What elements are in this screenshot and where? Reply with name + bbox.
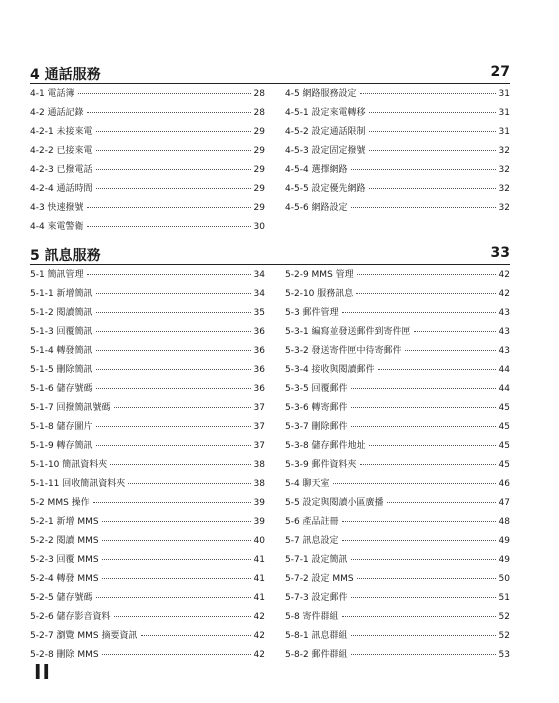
toc-entry [30, 267, 265, 286]
dot-leader [351, 407, 496, 408]
toc-entry-title: 5-8 寄件群組 [285, 612, 339, 622]
toc-entry-title: 4-4 來電警衛 [30, 222, 84, 232]
dot-leader [96, 131, 251, 132]
toc-entry-title: 5-1-6 儲存號碼 [30, 384, 93, 394]
dot-leader [96, 597, 251, 598]
toc-entry [285, 590, 510, 609]
toc-entry-title: 5-8-1 訊息群組 [285, 631, 348, 641]
dot-leader [405, 350, 496, 351]
toc-entry-page: 36 [253, 346, 265, 356]
toc-entry-page: 44 [498, 384, 510, 394]
toc-left-column [30, 86, 265, 238]
toc-entry-title: 5-2-10 服務訊息 [285, 289, 354, 299]
dot-leader [96, 169, 251, 170]
toc-entry-page: 45 [498, 460, 510, 470]
toc-entry [285, 162, 510, 181]
toc-entry [30, 105, 265, 124]
toc-entry-title: 4-5-1 設定來電轉移 [285, 108, 366, 118]
toc-entry [285, 552, 510, 571]
toc-entry-title: 4-1 電話簿 [30, 89, 75, 99]
toc-entry-title: 4-5-6 網路設定 [285, 203, 348, 213]
toc-entry-page: 45 [498, 422, 510, 432]
dot-leader [96, 369, 251, 370]
toc-entry [30, 533, 265, 552]
dot-leader [96, 445, 251, 446]
toc-entry [30, 647, 265, 666]
dot-leader [369, 112, 496, 113]
dot-leader [369, 445, 496, 446]
toc-entry-page: 44 [498, 365, 510, 375]
dot-leader [128, 483, 250, 484]
toc-entry [30, 200, 265, 219]
toc-entry-page: 49 [498, 536, 510, 546]
toc-entry-page: 41 [253, 574, 265, 584]
dot-leader [102, 521, 251, 522]
toc-entry-page: 39 [253, 498, 265, 508]
toc-entry [30, 628, 265, 647]
dot-leader [356, 293, 495, 294]
toc-entry-title: 5-1-1 新增簡訊 [30, 289, 93, 299]
toc-entry-page: 41 [253, 593, 265, 603]
dot-leader [93, 502, 251, 503]
toc-entry-page: 34 [253, 289, 265, 299]
toc-entry-page: 49 [498, 555, 510, 565]
toc-entry [285, 476, 510, 495]
toc-entry [30, 495, 265, 514]
toc-entry [285, 533, 510, 552]
toc-entry [30, 86, 265, 105]
toc-entry [285, 286, 510, 305]
toc-entry-title: 4-5-3 設定固定撥號 [285, 146, 366, 156]
toc-section-4 [30, 64, 510, 232]
toc-entry-page: 42 [253, 612, 265, 622]
toc-entry-page: 43 [498, 327, 510, 337]
toc-entry [285, 438, 510, 457]
toc-entry [30, 343, 265, 362]
dot-leader [351, 207, 496, 208]
toc-entry [30, 124, 265, 143]
section-rule [30, 264, 510, 265]
toc-entry [285, 305, 510, 324]
toc-entry-page: 37 [253, 441, 265, 451]
toc-entry-title: 4-3 快速撥號 [30, 203, 84, 213]
toc-entry-page: 43 [498, 308, 510, 318]
toc-entry [285, 86, 510, 105]
section-title: 4 通話服務 [30, 67, 101, 83]
toc-entry-page: 52 [498, 631, 510, 641]
toc-entry-title: 5-6 產品註冊 [285, 517, 339, 527]
toc-entry-page: 32 [498, 146, 510, 156]
toc-entry-title: 5-3-8 儲存郵件地址 [285, 441, 366, 451]
toc-entry [30, 590, 265, 609]
toc-entry [285, 343, 510, 362]
toc-entry-page: 45 [498, 441, 510, 451]
dot-leader [342, 312, 496, 313]
toc-entry [285, 571, 510, 590]
dot-leader [78, 93, 251, 94]
toc-entry-title: 5-1 簡訊管理 [30, 270, 84, 280]
toc-right-column [285, 86, 510, 219]
toc-entry [285, 124, 510, 143]
toc-entry [285, 200, 510, 219]
toc-entry-page: 35 [253, 308, 265, 318]
toc-entry-page: 46 [498, 479, 510, 489]
toc-entry-title: 5-2-7 瀏覽 MMS 摘要資訊 [30, 631, 138, 641]
toc-entry-title: 5-3-6 轉寄郵件 [285, 403, 348, 413]
dot-leader [387, 502, 496, 503]
dot-leader [114, 407, 251, 408]
toc-entry-page: 32 [498, 184, 510, 194]
toc-entry-title: 4-2-2 已接來電 [30, 146, 93, 156]
toc-entry-title: 5-5 設定與閱讀小區廣播 [285, 498, 384, 508]
toc-entry-page: 43 [498, 346, 510, 356]
dot-leader [102, 578, 251, 579]
toc-entry [285, 381, 510, 400]
toc-entry-title: 5-2-3 回覆 MMS [30, 555, 99, 565]
toc-entry-page: 31 [498, 108, 510, 118]
toc-entry-title: 5-1-4 轉發簡訊 [30, 346, 93, 356]
toc-entry-title: 4-5 網路服務設定 [285, 89, 357, 99]
toc-entry-page: 32 [498, 203, 510, 213]
toc-entry-title: 5-8-2 郵件群組 [285, 650, 348, 660]
toc-entry-page: 31 [498, 127, 510, 137]
dot-leader [87, 226, 251, 227]
toc-entry-title: 4-5-2 設定通話限制 [285, 127, 366, 137]
toc-entry-title: 5-1-9 轉存簡訊 [30, 441, 93, 451]
toc-entry [30, 457, 265, 476]
toc-entry-title: 5-7 訊息設定 [285, 536, 339, 546]
toc-entry-title: 5-1-3 回覆簡訊 [30, 327, 93, 337]
toc-entry [30, 286, 265, 305]
toc-entry-title: 5-2-8 刪除 MMS [30, 650, 99, 660]
toc-entry-page: 29 [253, 165, 265, 175]
dot-leader [87, 112, 251, 113]
dot-leader [351, 597, 496, 598]
section-title: 5 訊息服務 [30, 248, 101, 264]
toc-entry-title: 5-3-1 編寫並發送郵件到寄件匣 [285, 327, 411, 337]
toc-entry-page: 52 [498, 612, 510, 622]
toc-entry-page: 34 [253, 270, 265, 280]
toc-entry-title: 5-1-7 回撥簡訊號碼 [30, 403, 111, 413]
toc-entry [30, 305, 265, 324]
dot-leader [110, 464, 250, 465]
toc-entry [285, 105, 510, 124]
toc-entry-title: 5-3 郵件管理 [285, 308, 339, 318]
dot-leader [96, 331, 251, 332]
dot-leader [351, 654, 496, 655]
dot-leader [351, 169, 496, 170]
toc-entry [285, 495, 510, 514]
toc-entry [285, 647, 510, 666]
toc-entry [285, 267, 510, 286]
toc-entry-title: 5-1-2 閱讀簡訊 [30, 308, 93, 318]
toc-entry-page: 51 [498, 593, 510, 603]
toc-section-5 [30, 245, 510, 660]
toc-entry [30, 181, 265, 200]
toc-entry-page: 42 [498, 289, 510, 299]
toc-right-column [285, 267, 510, 666]
dot-leader [369, 131, 496, 132]
toc-entry [30, 362, 265, 381]
dot-leader [351, 388, 496, 389]
toc-entry [30, 476, 265, 495]
toc-entry-page: 38 [253, 479, 265, 489]
dot-leader [351, 635, 496, 636]
toc-entry-page: 45 [498, 403, 510, 413]
toc-entry-page: 53 [498, 650, 510, 660]
toc-entry [285, 181, 510, 200]
dot-leader [87, 274, 251, 275]
toc-entry-page: 32 [498, 165, 510, 175]
page-number-footer: II [34, 660, 51, 684]
toc-entry-page: 36 [253, 384, 265, 394]
toc-entry [30, 552, 265, 571]
dot-leader [102, 559, 251, 560]
toc-entry [30, 219, 265, 238]
toc-entry [30, 324, 265, 343]
dot-leader [342, 521, 496, 522]
toc-entry-title: 5-2 MMS 操作 [30, 498, 90, 508]
toc-entry-page: 38 [253, 460, 265, 470]
toc-entry-title: 5-1-5 刪除簡訊 [30, 365, 93, 375]
dot-leader [96, 293, 251, 294]
section-heading [30, 245, 510, 265]
dot-leader [96, 350, 251, 351]
toc-entry [285, 143, 510, 162]
toc-entry-page: 31 [498, 89, 510, 99]
toc-entry [30, 162, 265, 181]
toc-entry [285, 362, 510, 381]
dot-leader [369, 188, 496, 189]
toc-entry-page: 29 [253, 127, 265, 137]
toc-entry-page: 42 [253, 631, 265, 641]
toc-entry-title: 5-2-2 閱讀 MMS [30, 536, 99, 546]
toc-entry [30, 514, 265, 533]
toc-entry-page: 39 [253, 517, 265, 527]
dot-leader [360, 464, 496, 465]
dot-leader [333, 483, 496, 484]
toc-entry-title: 5-1-10 簡訊資料夾 [30, 460, 108, 470]
toc-entry-page: 40 [253, 536, 265, 546]
toc-entry-title: 5-1-8 儲存圖片 [30, 422, 93, 432]
toc-entry-title: 5-2-9 MMS 管理 [285, 270, 354, 280]
dot-leader [102, 654, 251, 655]
toc-entry-page: 41 [253, 555, 265, 565]
toc-entry [285, 628, 510, 647]
toc-left-column [30, 267, 265, 666]
toc-entry-title: 4-5-5 設定優先網路 [285, 184, 366, 194]
toc-entry-title: 5-2-1 新增 MMS [30, 517, 99, 527]
dot-leader [114, 616, 251, 617]
toc-entry [30, 438, 265, 457]
toc-entry-page: 37 [253, 403, 265, 413]
toc-entry [285, 609, 510, 628]
toc-entry [285, 457, 510, 476]
toc-entry-title: 4-5-4 選擇網路 [285, 165, 348, 175]
dot-leader [357, 274, 496, 275]
toc-entry-page: 28 [253, 89, 265, 99]
toc-entry-page: 29 [253, 146, 265, 156]
dot-leader [96, 312, 251, 313]
dot-leader [96, 426, 251, 427]
toc-entry-page: 30 [253, 222, 265, 232]
toc-entry-title: 5-3-9 郵件資料夾 [285, 460, 357, 470]
toc-entry-page: 48 [498, 517, 510, 527]
toc-entry-title: 5-4 聊天室 [285, 479, 330, 489]
dot-leader [342, 540, 496, 541]
dot-leader [87, 207, 251, 208]
dot-leader [102, 540, 251, 541]
toc-entry [30, 419, 265, 438]
toc-entry-page: 50 [498, 574, 510, 584]
toc-entry-title: 4-2-1 未接來電 [30, 127, 93, 137]
dot-leader [342, 616, 496, 617]
toc-entry-page: 42 [498, 270, 510, 280]
toc-entry-page: 42 [253, 650, 265, 660]
toc-entry [30, 143, 265, 162]
toc-entry-page: 37 [253, 422, 265, 432]
toc-entry-page: 29 [253, 203, 265, 213]
dot-leader [141, 635, 251, 636]
dot-leader [96, 188, 251, 189]
toc-entry-title: 5-3-7 刪除郵件 [285, 422, 348, 432]
toc-entry-title: 5-2-4 轉發 MMS [30, 574, 99, 584]
toc-entry-page: 36 [253, 327, 265, 337]
dot-leader [351, 426, 496, 427]
toc-entry [30, 381, 265, 400]
toc-entry-title: 5-3-5 回覆郵件 [285, 384, 348, 394]
dot-leader [96, 150, 251, 151]
toc-entry-page: 29 [253, 184, 265, 194]
section-heading [30, 64, 510, 84]
toc-entry-page: 47 [498, 498, 510, 508]
toc-entry-title: 5-1-11 回收簡訊資料夾 [30, 479, 126, 489]
toc-entry-title: 4-2 通話記錄 [30, 108, 84, 118]
toc-entry-title: 5-7-2 設定 MMS [285, 574, 354, 584]
toc-entry [30, 609, 265, 628]
toc-entry-page: 28 [253, 108, 265, 118]
toc-entry-title: 5-3-4 接收與閱讀郵件 [285, 365, 375, 375]
toc-entry [285, 514, 510, 533]
toc-entry-title: 4-2-4 通話時間 [30, 184, 93, 194]
dot-leader [96, 388, 251, 389]
toc-entry-title: 5-3-2 發送寄件匣中待寄郵件 [285, 346, 402, 356]
toc-entry-page: 36 [253, 365, 265, 375]
section-page-number: 33 [490, 245, 510, 261]
dot-leader [357, 578, 496, 579]
section-page-number: 27 [490, 64, 510, 80]
toc-entry-title: 5-2-6 儲存影音資料 [30, 612, 111, 622]
toc-entry [30, 400, 265, 419]
dot-leader [414, 331, 496, 332]
toc-entry [285, 324, 510, 343]
toc-entry-title: 5-7-1 設定簡訊 [285, 555, 348, 565]
dot-leader [369, 150, 496, 151]
toc-entry-title: 4-2-3 已撥電話 [30, 165, 93, 175]
dot-leader [360, 93, 496, 94]
dot-leader [351, 559, 496, 560]
toc-entry [285, 400, 510, 419]
toc-entry-title: 5-2-5 儲存號碼 [30, 593, 93, 603]
dot-leader [378, 369, 496, 370]
toc-entry [285, 419, 510, 438]
section-rule [30, 83, 510, 84]
toc-entry [30, 571, 265, 590]
toc-entry-title: 5-7-3 設定郵件 [285, 593, 348, 603]
